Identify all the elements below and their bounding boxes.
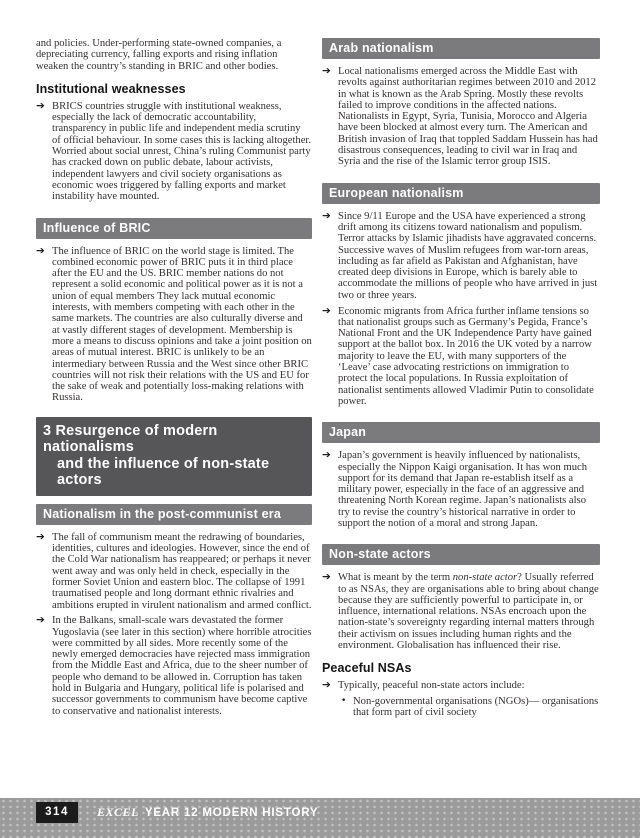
left-column [36, 0, 312, 721]
arrow-bullet-icon: ➔ [36, 614, 45, 627]
bullet-item [36, 246, 312, 404]
arrow-bullet-icon: ➔ [322, 449, 331, 462]
arrow-bullet-icon: ➔ [322, 571, 331, 584]
right-column [322, 0, 600, 723]
bullet-item [322, 211, 600, 301]
arrow-bullet-icon: ➔ [36, 244, 45, 257]
sub-bullet-item [341, 696, 600, 719]
page-number-badge: 314 [36, 802, 78, 823]
bullet-text: BRICS countries struggle with institutional weakness, especially the lack of democratic accountability, transparency in public life and independent media scrutiny of official behaviour. In some cases this is lacking altogether. Worried about social unrest, China’s ruling Communist party has cracked down on public debate, labour activists, independent lawyers and civil society organisations as economic woes triggered by falling exports and market instability have mounted. [52, 100, 311, 203]
dot-bullet-icon: • [341, 696, 347, 707]
bullet-item [322, 572, 600, 651]
arrow-bullet-icon: ➔ [322, 679, 331, 692]
section-bar-influence-of-bric: Influence of BRIC [36, 218, 312, 239]
chapter-header-line1: 3 Resurgence of modern nationalisms [43, 422, 218, 456]
subheading-peaceful-nsas: Peaceful NSAs [322, 661, 412, 676]
bullet-item [36, 615, 312, 717]
subheading-institutional-weaknesses: Institutional weaknesses [36, 81, 186, 96]
book-title [97, 802, 318, 823]
arrow-bullet-icon: ➔ [322, 209, 331, 222]
continued-paragraph: and policies. Under-performing state-owned companies, a depreciating currency, falling exports and rising inflation weaken the country’s standing in BRIC and other bodies. [36, 38, 282, 72]
bullet-text: Typically, peaceful non-state actors include: [338, 680, 525, 692]
chapter-header-resurgence [36, 417, 312, 496]
book-title-text: YEAR 12 MODERN HISTORY [144, 807, 319, 819]
bullet-item [36, 532, 312, 611]
bullet-text: The fall of communism meant the redrawing of boundaries, identities, cultures and ideologies. However, since the end of the Cold War nationalism has reappeared; or perhaps it never went away and was only held in check, especially in the former Soviet Union and eastern bloc. The collapse of 1991 traumatised people and long dormant ethnic rivalries and ambitions erupted in virulent nationalism and armed conflict. [52, 531, 312, 611]
bullet-text: What is meant by the term non-state actor? Usually referred to as NSAs, they are organisations able to bring about change because they are sufficiently powerful to participate in, or influence, international relations. NSAs encroach upon the nation-state’s sovereignty regarding internal matters through their activism on issues including human rights and the environment. Globalisation has influenced their rise. [338, 572, 599, 652]
section-bar-non-state-actors: Non-state actors [322, 544, 600, 565]
bullet-text: Economic migrants from Africa further inflame tensions so that nationalist groups such as Germany’s Pegida, France’s National Front and the UK Independence Party have gained support at the ballot box. In 2016 the UK voted by a narrow majority to leave the EU, with many supporters of the ‘Leave’ case advocating restrictions on immigration to protect the local populations. In Russia exploitation of nationalist sentiments allowed Vladimir Putin to consolidate power. [338, 305, 594, 407]
sub-bullet-text: Non-governmental organisations (NGOs)— organisations that form part of civil society [353, 696, 599, 719]
bullet-item [322, 450, 600, 529]
bullet-text: Japan’s government is heavily influenced by nationalists, especially the Nippon Kaigi organisation. It has won much support for its demand that Japan re-establish itself as a military power, especially in the face of an aggressive and threatening North Korean regime. Japan’s nationalists also try to revise the country’s historical narrative in order to support the notion of a moral and strong Japan. [338, 450, 587, 529]
arrow-bullet-icon: ➔ [322, 304, 331, 317]
bullet-item [322, 306, 600, 408]
bullet-item [36, 101, 312, 203]
section-bar-european-nationalism: European nationalism [322, 183, 600, 204]
bullet-text: In the Balkans, small-scale wars devastated the former Yugoslavia (see later in this section) where horrible atrocities were committed by all sides. More recently some of the newly emerged democracies have rejected mass immigration from the Middle East and Africa, due to the sheer number of people who demand to be allowed in. Corruption has taken hold in Bulgaria and Hungary, political life is polarised and successor governments to communism have become captive to conservative and nationalist interests. [52, 615, 312, 717]
section-bar-post-communist-era: Nationalism in the post-communist era [36, 504, 312, 525]
section-bar-arab-nationalism: Arab nationalism [322, 38, 600, 59]
arrow-bullet-icon: ➔ [36, 530, 45, 543]
bullet-item [322, 66, 600, 168]
series-title: EXCEL [97, 805, 139, 819]
page-footer [0, 798, 640, 838]
bullet-text: The influence of BRIC on the world stage is limited. The combined economic power of BRIC puts it in third place after the EU and the US. BRIC member nations do not represent a solid economic and political power as it is not a union of equal members They lack mutual economic interests, with members competing with each other in the same markets. The countries are also culturally diverse and at vastly different stages of development. Membership is more a means to discuss opinions and take a joint position on areas of mutual interest. BRIC is unlikely to be an intermediary between Russia and the West since other BRIC countries will not risk their relations with the US and EU for the sake of weak and potentially loss-making relations with Russia. [52, 245, 312, 404]
bullet-item [322, 680, 600, 691]
chapter-header-line2: and the influence of non-state actors [57, 455, 270, 489]
section-bar-japan: Japan [322, 422, 600, 443]
bullet-text: Since 9/11 Europe and the USA have experienced a strong drift among its citizens toward nationalism and populism. Terror attacks by Islamic jihadists have aggravated concerns. Successive waves of Muslim refugees from war-torn areas, including as far afield as Pakistan and Afghanistan, have created deep divisions in Europe, which is barely able to accommodate the millions of people who have arrived in just two or three years. [338, 210, 598, 301]
arrow-bullet-icon: ➔ [322, 65, 331, 77]
arrow-bullet-icon: ➔ [36, 99, 45, 112]
bullet-text: Local nationalisms emerged across the Middle East with revolts against authoritarian regimes between 2010 and 2012 in what is known as the Arab Spring. Mostly these revolts failed to improve conditions in the affected nations. Nationalists in Egypt, Syria, Tunisia, Morocco and Algeria have been blocked at almost every turn. The American and British invasion of Iraq that toppled Saddam Hussein has had disastrous consequences, leading to civil war in Iraq and Syria and the rise of the Islamic terror group ISIS. [338, 66, 598, 168]
